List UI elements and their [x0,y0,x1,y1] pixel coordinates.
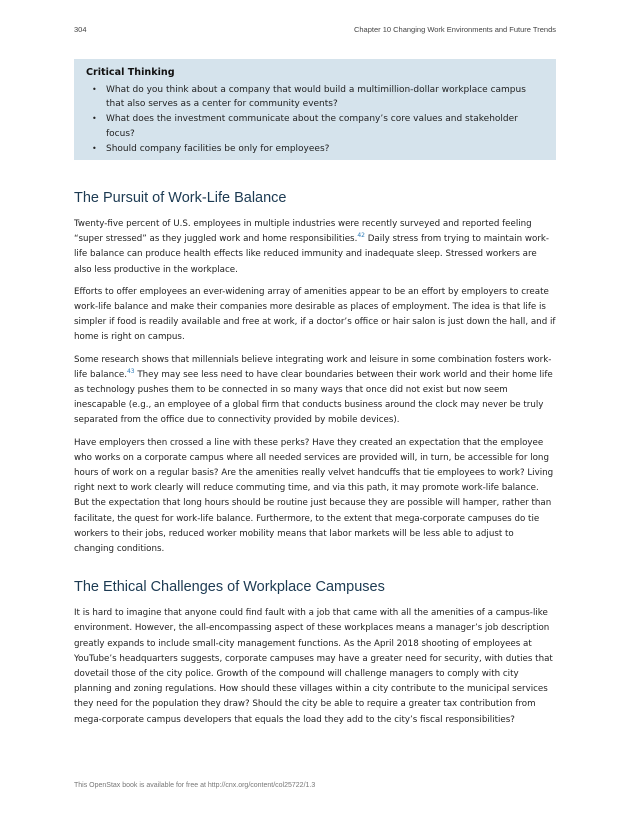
paragraph-text: Twenty-five percent of U.S. employees in multiple industries were recently surveyed and reported feeling “super stressed” as they juggled work and home responsibilities. [74,219,532,245]
list-item-text: Should company facilities be only for employees? [106,143,330,154]
list-item-text: What does the investment communicate about the company’s core values and stakeholder focus? [106,114,518,139]
bullet-icon: • [92,114,97,124]
bullet-icon: • [92,143,97,153]
list-item-text: What do you think about a company that would build a multimillion-dollar workplace campus that also serves as a center for community events? [106,85,526,110]
critical-thinking-box [74,59,556,160]
page-footer: This OpenStax book is available for free at http://cnx.org/content/col25722/1.3 [74,782,316,789]
critical-thinking-list [86,83,544,156]
paragraph: It is hard to imagine that anyone could find fault with a job that came with all the amenities of a campus-like environment. However, the all-encompassing aspect of these workplaces means a manager’s job description greatly expands to include small-city management functions. As the April 2018 shooting of employees at YouTube’s headquarters suggests, corporate campuses may have a greater need for security, with duties that dovetail those of the city police. Growth of the compound will challenge managers to comply with city planning and zoning regulations. How should these villages within a city contribute to the municipal services they need for the population they draw? Should the city be able to require a greater tax contribution from mega-corporate campus developers that equals the load they add to the city’s fiscal responsibilities? [74,608,553,725]
list-item [92,112,544,140]
paragraph: Efforts to offer employees an ever-widening array of amenities appear to be an effort by employers to create work-life balance and make their companies more desirable as places of employment. The idea is that life is simpler if food is readily available and free at work, if a doctor’s office or hair salon is just down the hall, and if home is right on campus. [74,286,556,343]
footnote-ref-link[interactable]: 43 [126,367,135,375]
critical-thinking-title: Critical Thinking [86,67,175,78]
paragraph [74,353,556,429]
bullet-icon: • [92,85,97,94]
main-content [74,188,556,735]
paragraph-text: Daily stress from trying to maintain work-life balance can produce health effects like reduced immunity and inadequate sleep. Stressed workers are also less productive in the workplace. [74,234,549,275]
paragraph [74,217,556,278]
chapter-title: Chapter 10 Changing Work Environments and Future Trends [353,25,556,34]
footnote-ref-link[interactable]: 42 [357,232,365,240]
list-item [92,142,544,156]
section-heading-work-life: The Pursuit of Work-Life Balance [74,190,287,206]
list-item [92,83,544,111]
paragraph: Have employers then crossed a line with these perks? Have they created an expectation that the employee who works on a corporate campus where all needed services are provided will, in turn, be accessible for long hours of work on a regular basis? Are the amenities really velvet handcuffs that tie employees to work? Living right next to work clearly will reduce commuting time, and via this path, it may promote work-life balance. But the expectation that long hours should be routine just because they are possible will hamper, rather than facilitate, the quest for work-life balance. Furthermore, to the extent that mega-corporate campuses do tie workers to their jobs, reduced worker mobility means that labor markets will be less able to adjust to changing conditions. [74,437,554,555]
paragraph-text: They may see less need to have clear boundaries between their work world and their home life as technology pushes them to be connected in so many ways that once did not exist but now seem inescapable (e.g., an employee of a global firm that conducts business around the clock may never be truly separated from the office due to connectivity provided by mobile devices). [74,369,553,426]
section-heading-ethical-challenges: The Ethical Challenges of Workplace Campuses [74,579,385,596]
page-number: 304 [74,25,87,34]
paragraph-text: Some research shows that millennials believe integrating work and leisure in some combination fosters work-life balance. [74,354,552,380]
